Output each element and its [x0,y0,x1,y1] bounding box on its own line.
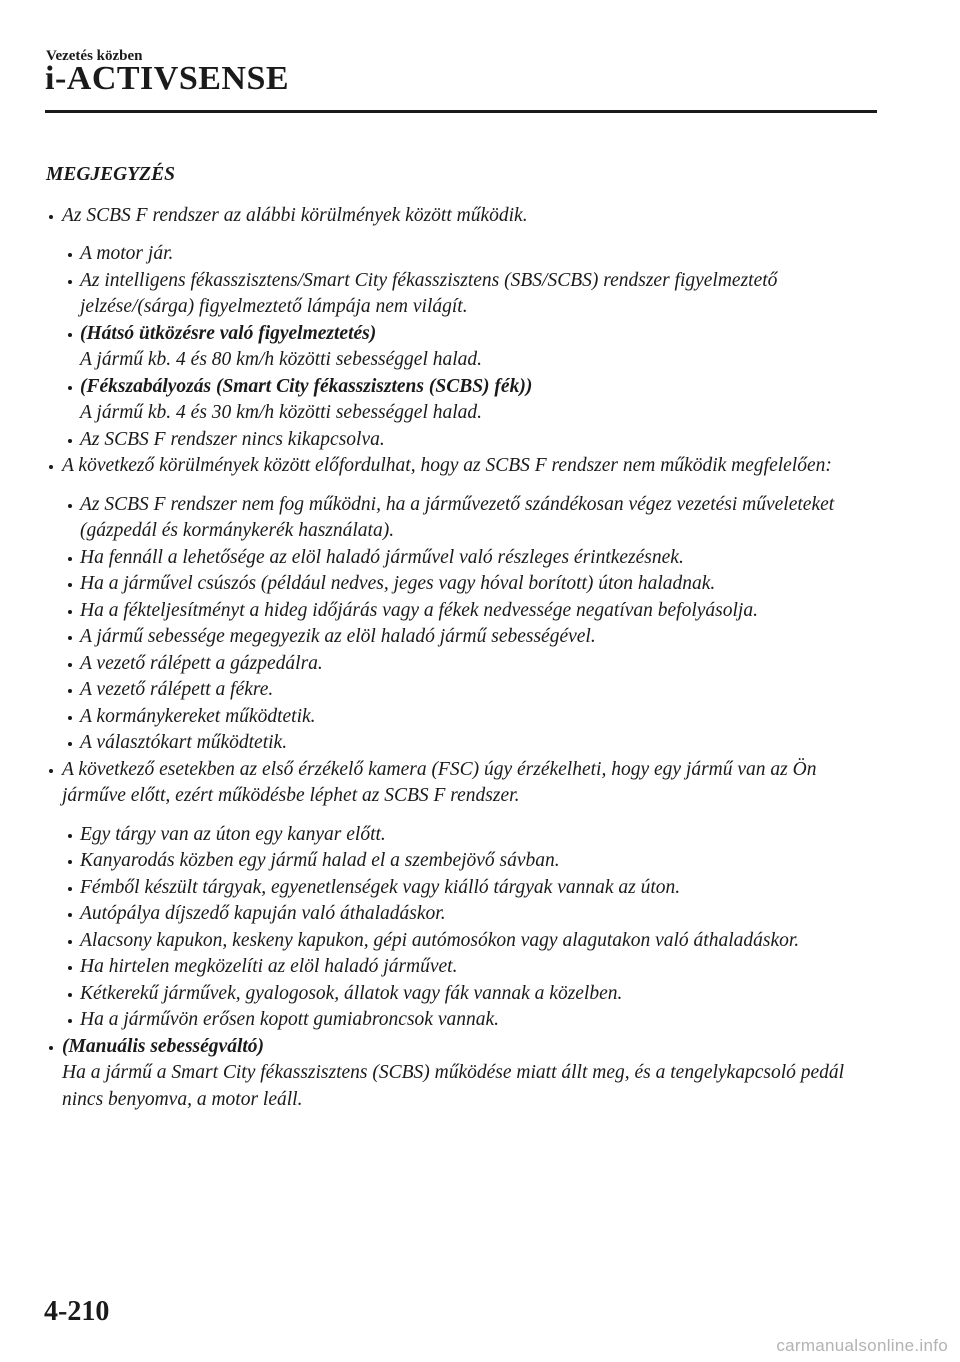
list-item: A jármű sebessége megegyezik az elöl haladó jármű sebességével. [46,624,882,651]
page-number: 4-210 [44,1296,110,1327]
list-item: Fémből készült tárgyak, egyenetlenségek vagy kiálló tárgyak vannak az úton. [46,875,882,902]
list-item: A vezető rálépett a fékre. [46,677,882,704]
list-item: Alacsony kapukon, keskeny kapukon, gépi autómosókon vagy alagutakon való áthaladáskor. [46,928,882,955]
header-divider [45,110,877,113]
manual-transmission-text: Ha a jármű a Smart City fékasszisztens (SCBS) működése miatt állt meg, és a tengelykapcsoló pedál nincs benyomva, a motor leáll. [62,1062,845,1110]
list-item: Ha hirtelen megközelíti az elöl haladó járművet. [46,954,882,981]
list-item: Autópálya díjszedő kapuján való áthaladáskor. [46,901,882,928]
list-item: A vezető rálépett a gázpedálra. [46,651,882,678]
list-item: A választókart működtetik. [46,730,882,757]
manual-transmission-heading: (Manuális sebességváltó) [62,1035,265,1057]
list-item: Az SCBS F rendszer nem fog működni, ha a járművezető szándékosan végez vezetési műveleteket (gázpedál és kormánykerék használata). [46,492,882,545]
list-item: Egy tárgy van az úton egy kanyar előtt. [46,822,882,849]
list-item: Kanyarodás közben egy jármű halad el a szembejövő sávban. [46,848,882,875]
list-item: A kormánykereket működtetik. [46,704,882,731]
list-item-rear-warning [46,321,882,374]
list-item: Kétkerekű járművek, gyalogosok, állatok vagy fák vannak a közelben. [46,981,882,1008]
note-bullet-operating-conditions: Az SCBS F rendszer az alábbi körülmények között működik. [46,203,882,230]
rear-warning-heading: (Hátsó ütközésre való figyelmeztetés) [80,322,377,344]
list-item: Ha fennáll a lehetősége az elöl haladó járművel való részleges érintkezésnek. [46,545,882,572]
note-content [46,162,882,1113]
list-item: A motor jár. [46,241,882,268]
note-bullet-false-detection: A következő esetekben az első érzékelő kamera (FSC) úgy érzékelheti, hogy egy jármű van az Ön járműve előtt, ezért működésbe léphet az SCBS F rendszer. [46,757,882,810]
rear-warning-text: A jármű kb. 4 és 80 km/h közötti sebességgel halad. [80,349,483,370]
brake-control-heading: (Fékszabályozás (Smart City fékasszisztens (SCBS) fék)) [80,375,533,397]
list-item: Ha a járművel csúszós (például nedves, jeges vagy hóval borított) úton haladnak. [46,571,882,598]
watermark: carmanualsonline.info [776,1336,948,1355]
note-title: MEGJEGYZÉS [46,164,175,185]
note-bullet-limitations: A következő körülmények között előfordulhat, hogy az SCBS F rendszer nem működik megfelelően: [46,453,882,480]
chapter-title: i-ACTIVSENSE [45,60,290,97]
brake-control-text: A jármű kb. 4 és 30 km/h közötti sebességgel halad. [80,402,483,423]
note-bullet-manual-transmission [46,1034,882,1114]
list-item: Ha a fékteljesítményt a hideg időjárás vagy a fékek nedvessége negatívan befolyásolja. [46,598,882,625]
section-title: Vezetés közben [46,48,143,64]
list-item-brake-control [46,374,882,427]
list-item: Ha a járművön erősen kopott gumiabroncsok vannak. [46,1007,882,1034]
list-item: Az intelligens fékasszisztens/Smart City fékasszisztens (SBS/SCBS) rendszer figyelmeztető jelzése/(sárga) figyelmeztető lámpája nem világít. [46,268,882,321]
list-item: Az SCBS F rendszer nincs kikapcsolva. [46,427,882,454]
